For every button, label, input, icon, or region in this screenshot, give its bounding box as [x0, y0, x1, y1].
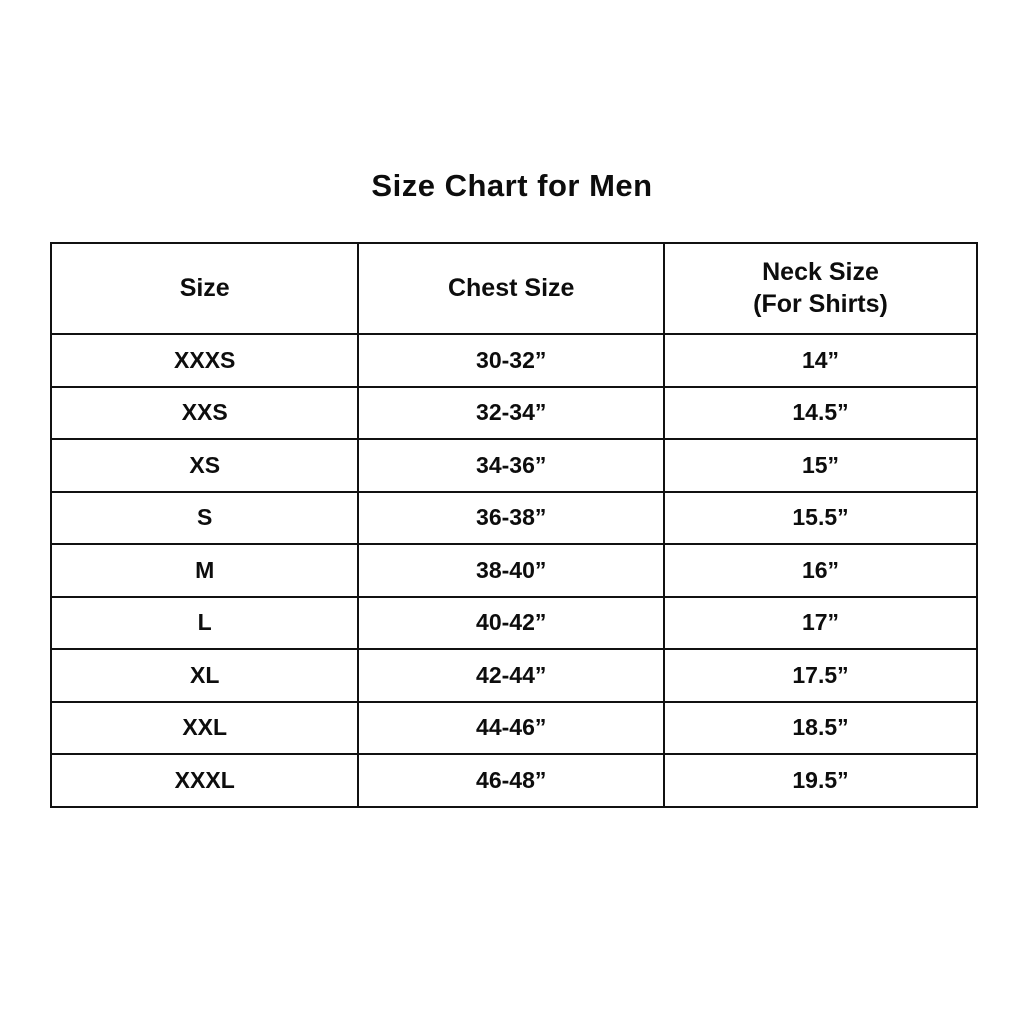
column-header-label: Neck Size	[762, 258, 879, 287]
chest-size-cell: 34-36”	[358, 439, 664, 492]
neck-size-cell: 14”	[664, 334, 977, 387]
table-row	[51, 334, 977, 387]
neck-size-cell: 17”	[664, 597, 977, 650]
size-cell: XS	[51, 439, 358, 492]
size-table-body	[51, 334, 977, 807]
neck-size-cell: 19.5”	[664, 754, 977, 807]
neck-size-cell: 16”	[664, 544, 977, 597]
chest-size-cell: 32-34”	[358, 387, 664, 440]
neck-size-cell: 15”	[664, 439, 977, 492]
size-cell: S	[51, 492, 358, 545]
column-header-chest-size	[358, 243, 664, 334]
chest-size-cell: 38-40”	[358, 544, 664, 597]
size-cell: XXL	[51, 702, 358, 755]
neck-size-cell: 18.5”	[664, 702, 977, 755]
table-row	[51, 544, 977, 597]
column-header-label: Chest Size	[447, 273, 575, 302]
chest-size-cell: 40-42”	[358, 597, 664, 650]
size-cell: XXS	[51, 387, 358, 440]
table-row	[51, 387, 977, 440]
chest-size-cell: 46-48”	[358, 754, 664, 807]
neck-size-cell: 14.5”	[664, 387, 977, 440]
table-row	[51, 649, 977, 702]
size-cell: L	[51, 597, 358, 650]
chest-size-cell: 36-38”	[358, 492, 664, 545]
size-cell: XL	[51, 649, 358, 702]
column-header-size	[51, 243, 358, 334]
table-row	[51, 597, 977, 650]
table-row	[51, 702, 977, 755]
page-title: Size Chart for Men	[371, 168, 653, 203]
column-header-label: Size	[179, 273, 230, 302]
neck-size-cell: 17.5”	[664, 649, 977, 702]
table-row	[51, 492, 977, 545]
column-header-sublabel: (For Shirts)	[753, 289, 888, 318]
size-chart-table	[50, 242, 978, 808]
size-cell: M	[51, 544, 358, 597]
neck-size-cell: 15.5”	[664, 492, 977, 545]
table-row	[51, 754, 977, 807]
column-header-neck-size	[664, 243, 977, 334]
size-cell: XXXS	[51, 334, 358, 387]
chest-size-cell: 42-44”	[358, 649, 664, 702]
chest-size-cell: 44-46”	[358, 702, 664, 755]
table-header-row	[51, 243, 977, 334]
table-row	[51, 439, 977, 492]
size-cell: XXXL	[51, 754, 358, 807]
chest-size-cell: 30-32”	[358, 334, 664, 387]
